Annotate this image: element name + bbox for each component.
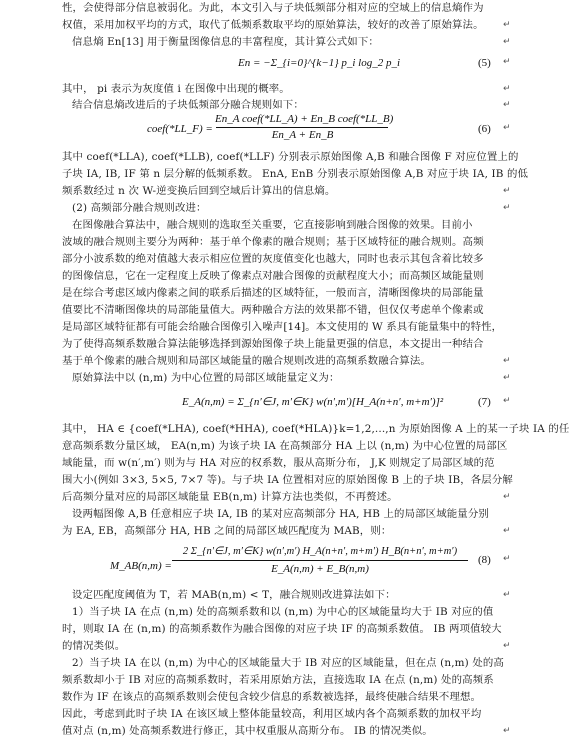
return-mark: ↵ — [503, 590, 511, 600]
text-line: 因此，考虑到此时子块 IA 在该区域上整体能量较高，利用区域内各个高频系数的加权平均 — [62, 708, 482, 720]
text-line: 其中， HA ∈ {coef(*LHA), coef(*HHA), coef(*HLA)}k=1,2,...,n 为原始图像 A 上的某一子块 IA 的任 — [62, 423, 569, 435]
equation-6-lhs: coef(*LL_F) = — [147, 123, 213, 135]
text-line: 意高频系数分量区域， EA(n,m) 为该子块 IA 在高频部分 HA 上以 (n,m) 为中心位置的局部区 — [62, 440, 508, 452]
equation-8-denominator: E_A(n,m) + E_B(n,m) — [271, 563, 369, 575]
text-line: 是在综合考虑区域内像素之间的联系后描述的区域特征，一般而言，清晰图像块的局部能量 — [62, 287, 484, 299]
text-line: 基于单个像素的融合规则和局部区域能量的融合规则改进的高频系数融合算法。 — [62, 355, 431, 367]
text-line: 2）当子块 IA 在以 (n,m) 为中心的区域能量大于 IB 对应的区域能量，但在点 (n,m) 处的高 — [72, 657, 504, 669]
text-line: 频系数却小于 IB 对应的高频系数时，若采用原始方法，直接选取 IA 在点 (n,m) 处的高频系 — [62, 674, 494, 686]
text-line: 性，会使得部分信息被弱化。为此，本文引入与子块低频部分相对应的空域上的信息熵作为 — [62, 2, 484, 14]
return-mark: ↵ — [503, 373, 511, 383]
text-line: 时，则取 IA 在 (n,m) 的高频系数作为融合图像的对应子块 IF 的高频系数值。 IB 两项值较大 — [62, 623, 502, 635]
equation-number: (5) — [478, 57, 491, 69]
text-line: 数作为 IF 在该点的高频系数则会使包含较少信息的系数被选择，最终使融合结果不理想。 — [62, 691, 482, 703]
text-line: 其中 coef(*LLA), coef(*LLB), coef(*LLF) 分别表示原始图像 A,B 和融合图像 F 对应位置上的 — [62, 151, 519, 163]
return-mark: ↵ — [503, 396, 511, 406]
text-line: 为 EA, EB，高频部分 HA, HB 之间的局部区域匹配度为 MAB，则： — [62, 525, 392, 537]
return-mark: ↵ — [503, 726, 511, 736]
equation-6-denominator: En_A + En_B — [271, 129, 334, 141]
return-mark: ↵ — [503, 356, 511, 366]
return-mark: ↵ — [503, 100, 511, 110]
return-mark: ↵ — [503, 492, 511, 502]
return-mark: ↵ — [503, 186, 511, 196]
return-mark: ↵ — [503, 203, 511, 213]
text-line: 后高频分量对应的局部区域能量 EB(n,m) 计算方法也类似，不再赘述。 — [62, 491, 398, 503]
return-mark: ↵ — [503, 526, 511, 536]
return-mark: ↵ — [503, 641, 511, 651]
text-line: 的情况类似。 — [62, 640, 126, 652]
equation-5: En = −Σ_{i=0}^{k−1} p_i log_2 p_i — [238, 57, 401, 69]
text-line: 为了使得高频系数融合算法能够选择到源始图像子块上能量更强的信息，本文提出一种结合 — [62, 338, 484, 350]
fraction-bar — [216, 127, 388, 128]
text-line: 其中， pi 表示为灰度值 i 在图像中出现的概率。 — [62, 83, 290, 95]
text-line: 原始算法中以 (n,m) 为中心位置的局部区域能量定义为： — [72, 372, 340, 384]
return-mark: ↵ — [503, 57, 511, 67]
return-mark: ↵ — [503, 20, 511, 30]
text-line: 频系数经过 n 次 W-逆变换后回到空域后计算出的信息熵。 — [62, 185, 336, 197]
text-line: 子块 IA, IB, IF 第 n 层分解的低频系数。 EnA, EnB 分别表示原始图像 A,B 对应于块 IA, IB 的低 — [62, 168, 529, 180]
text-line: 值要比不清晰图像块的局部能量值大。两种融合方法的效果都不错，但仅仅考虑单个像素或 — [62, 304, 484, 316]
equation-8-lhs: M_AB(n,m) = — [110, 560, 172, 572]
text-line: 设两幅图像 A,B 任意相应子块 IA, IB 的某对应高频部分 HA, HB 上的局部区域能量分别 — [72, 508, 489, 520]
equation-7: E_A(n,m) = Σ_{n′∈J, m′∈K} w(n′,m′)[H_A(n+n′, m+m′)]² — [182, 396, 444, 408]
equation-number: (6) — [478, 123, 491, 135]
text-line: 在图像融合算法中，融合规则的选取至关重要，它直接影响到融合图像的效果。目前小 — [72, 219, 473, 231]
text-line: 值对点 (n,m) 处高频系数进行修正，其中权重服从高斯分布。 IB 的情况类似。 — [62, 725, 433, 737]
equation-number: (7) — [478, 396, 491, 408]
fraction-bar — [172, 560, 468, 561]
return-mark: ↵ — [503, 84, 511, 94]
text-line: 波域的融合规则主要分为两种：基于单个像素的融合规则；基于区域特征的融合规则。高频 — [62, 236, 484, 248]
text-line: 的图像信息，它在一定程度上反映了像素点对融合图像的贡献程度大小；而高频区域能量则 — [62, 270, 484, 282]
equation-number: (8) — [478, 554, 491, 566]
return-mark: ↵ — [503, 123, 511, 133]
text-line: 是局部区域特征都有可能会给融合图像引入噪声[14]。本文使用的 W 系具有能量集中的特性， — [62, 321, 503, 333]
text-line: 设定匹配度阈值为 T，若 MAB(n,m) < T，融合规则改进算法如下： — [72, 589, 396, 601]
text-line: 域能量，而 w(n′,m′) 则为与 HA 对应的权系数，服从高斯分布， J,K 则规定了局部区域的范 — [62, 457, 495, 469]
equation-6-numerator: En_A coef(*LL_A) + En_B coef(*LL_B) — [215, 113, 394, 125]
text-line: (2) 高频部分融合规则改进： — [72, 202, 207, 214]
text-line: 结合信息熵改进后的子块低频部分融合规则如下： — [72, 99, 304, 111]
equation-8-numerator: 2 Σ_{n′∈J, m′∈K} w(n′,m′) H_A(n+n′, m+m′) H_B(n+n′, m+m′) — [182, 546, 458, 557]
text-line: 围大小(例如 3×3, 5×5, 7×7 等)。与子块 IA 位置相对应的原始图像 B 上的子块 IB，各层分解 — [62, 474, 513, 486]
return-mark: ↵ — [503, 554, 511, 564]
text-line: 信息熵 En[13] 用于衡量图像信息的丰富程度，其计算公式如下： — [72, 36, 379, 48]
return-mark: ↵ — [503, 37, 511, 47]
text-line: 1）当子块 IA 在点 (n,m) 处的高频系数和以 (n,m) 为中心的区域能量均大于 IB 对应的值 — [72, 606, 494, 618]
text-line: 部分小波系数的绝对值越大表示相应位置的灰度值变化也越大，同时也表示其包含着比较多 — [62, 253, 484, 265]
text-line: 权值，采用加权平均的方式，取代了低频系数取平均的原始算法，较好的改善了原始算法。 — [62, 19, 484, 31]
